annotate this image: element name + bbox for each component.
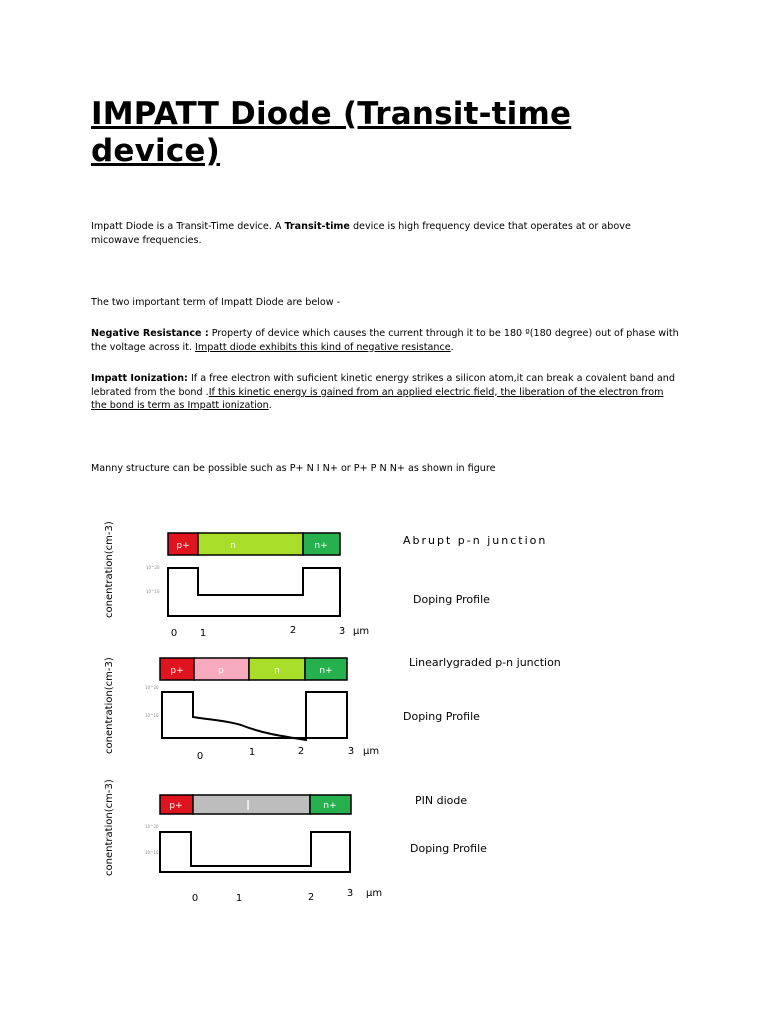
negative-resistance-text: Property of device which causes the current through it to be 180 º(180 degree) out of phase with the voltage across it. — [91, 328, 679, 353]
structures-paragraph: Manny structure can be possible such as P+ N I N+ or P+ P N N+ as shown in figure — [91, 463, 496, 474]
x-tick: 1 — [235, 893, 243, 904]
impatt-ionization-text: If a free electron with suficient kinetic energy strikes a silicon atom,it can break a covalent band and lebrated from the bond . — [91, 373, 675, 398]
x-tick: 0 — [191, 893, 199, 904]
x-tick: 0 — [196, 751, 204, 762]
x-tick: 1 — [248, 747, 256, 758]
doping-profile-label: Doping Profile — [413, 593, 490, 606]
intro-paragraph — [91, 220, 679, 247]
impatt-ionization-underlined: If this kinetic energy is gained from an applied electric field, the liberation of the electron from the bond is term as Impatt ionization — [91, 386, 664, 411]
intro-text: Impatt Diode is a Transit-Time device. A — [91, 221, 285, 232]
region-label: p — [218, 666, 224, 676]
terms-intro: The two important term of Impatt Diode are below - — [91, 297, 341, 308]
impatt-ionization-paragraph — [91, 372, 679, 413]
doping-profile-curve — [160, 832, 350, 872]
doping-profile-curve — [162, 692, 347, 740]
diagram-linearly-graded — [104, 656, 561, 762]
y-axis-label: conentration(cm-3) — [104, 657, 115, 754]
region-label: n — [274, 666, 280, 676]
intro-text-end: device is high frequency device that operates at or above micowave frequencies. — [91, 221, 631, 246]
diagram-title: PIN diode — [415, 794, 468, 807]
doping-profile-label: Doping Profile — [410, 842, 487, 855]
x-unit: µm — [363, 746, 380, 757]
intro-bold-term: Transit-time — [284, 221, 350, 232]
diagram-abrupt — [104, 521, 547, 639]
doping-profile-label: Doping Profile — [403, 710, 480, 723]
region-label: I — [246, 799, 250, 814]
diagram-pin — [104, 779, 487, 904]
x-unit: µm — [353, 626, 370, 637]
diagram-title: Linearlygraded p-n junction — [409, 656, 561, 669]
impatt-ionization-term: Impatt Ionization: — [91, 373, 188, 384]
negative-resistance-underlined: Impatt diode exhibits this kind of negative resistance — [195, 341, 451, 353]
y-tick-high: 10^20 — [146, 565, 160, 570]
y-tick-high: 10^20 — [145, 824, 159, 829]
x-tick: 1 — [199, 628, 207, 639]
region-label: p+ — [169, 801, 183, 811]
negative-resistance-end: . — [450, 341, 454, 353]
y-axis-label: conentration(cm-3) — [104, 521, 115, 618]
region-label: p+ — [176, 541, 190, 551]
region-n — [198, 533, 303, 555]
x-tick: 3 — [338, 626, 346, 637]
region-label: n+ — [314, 541, 328, 551]
y-axis-label: conentration(cm-3) — [104, 779, 115, 876]
region-intrinsic — [193, 795, 310, 814]
x-tick: 0 — [170, 628, 178, 639]
y-tick-low: 10^16 — [146, 589, 160, 594]
y-tick-high: 10^20 — [145, 685, 159, 690]
page-title: IMPATT Diode (Transit-time device) — [91, 96, 572, 169]
y-tick-low: 10^16 — [145, 713, 159, 718]
negative-resistance-term: Negative Resistance : — [91, 328, 209, 339]
impatt-ionization-end: . — [268, 400, 272, 411]
x-tick: 3 — [347, 746, 355, 757]
region-label: p+ — [170, 666, 184, 676]
region-label: n — [230, 541, 236, 551]
x-tick: 2 — [307, 892, 315, 903]
diode-figure-svg — [96, 518, 616, 908]
doping-profile-curve — [168, 568, 340, 616]
x-tick: 2 — [289, 625, 297, 636]
x-tick: 3 — [346, 888, 354, 899]
y-tick-low: 10^16 — [145, 850, 159, 855]
diagram-title: Abrupt p-n junction — [403, 534, 548, 547]
negative-resistance-paragraph — [91, 327, 679, 354]
region-label: n+ — [323, 801, 337, 811]
x-tick: 2 — [297, 746, 305, 757]
region-label: n+ — [319, 666, 333, 676]
diode-structures-figure — [96, 518, 616, 912]
x-unit: µm — [366, 888, 383, 899]
